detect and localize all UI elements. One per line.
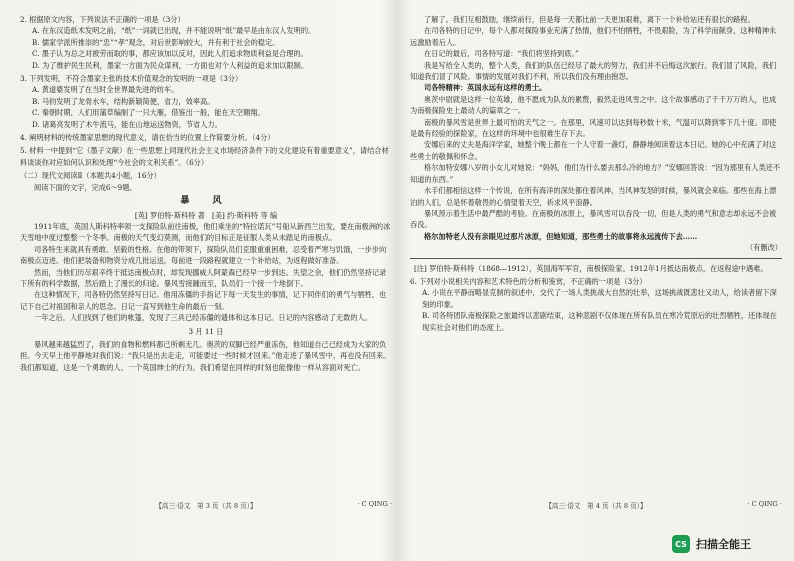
q2-option-c: C. 墨子认为总之对被劳而取的事，都应该加以反对，因此人们追求物质利益是合理的。 (32, 49, 308, 59)
q2-option-b: B. 儒家学派所推崇的“忠”“孝”观念，对后世影响较大，并有利于社会的稳定。 (32, 37, 280, 47)
reading-instruction: 阅读下面的文字，完成6～9题。 (34, 182, 137, 192)
q3-option-a: A. 黄道婆发明了在当时全世界最先进的纺车。 (32, 85, 179, 95)
scanner-logo-icon: CS (672, 535, 690, 553)
q5-stem: 5. 材料一中提到“它（墨子文献）在一些思想上同现代社会主义市场经济条件下的文化建设有着重要意义”，请结合材料谈谈你对应如何认识和处理“今社会的文利关系”。（6分） (20, 146, 389, 167)
story-paragraph: 了解了。我们互相鼓励，继续前行，但是每一天都比前一天更加艰难，离下一个补给站还有很长的路程。 (424, 15, 755, 24)
scanner-watermark (672, 531, 792, 557)
q3-option-c: C. 秦朝时期，人们用蒲草编制了一只大雁，借鉴出一般，能在天空翱翔。 (32, 108, 265, 118)
story-paragraph: 水手们都相信这样一个传说，在所有海洋的深处都住着风神。当风神发怒的时候，暴风就会来临。那些在海上漂泊的人们，总是怀着敬畏的心情望着天空，祈求风平浪静。 (410, 186, 777, 207)
story-paragraph: 司各特生来就具有勇敢、坚毅的性格。在他的带领下，探险队员们克服重重困难，忍受着严寒与饥饿，一步步向南极点迈进。他们把装备和物资分成几批运送，每前进一段路程就建立一个补给站，为返程做好准备。 (20, 244, 387, 266)
story-title: 暴 风 (180, 196, 232, 207)
source-note: （有删改） (746, 243, 782, 253)
right-page-number: 【高三·语文 第 4 页（共 8 页）】 (545, 502, 647, 510)
story-paragraph: 格尔加特老人没有亲眼见过那片冰原，但她知道，那些勇士的故事将永远流传下去…… (424, 231, 698, 241)
right-page (410, 14, 782, 502)
story-subheading: 司各特精神：英国永远有这样的勇士。 (424, 83, 547, 93)
story-paragraph: 暴风预示着生活中最严酷的考验。在南极的冰原上，暴风雪可以吞没一切，但是人类的勇气和意志却永远不会被吞没。 (410, 208, 777, 230)
q4-stem: 4. 阐明材料的传统墨家思想的现代意义，请在恰当的位置上作简要分析。（4分） (20, 133, 275, 143)
story-paragraph: 在这种情况下，司各特仍然坚持写日记。他用冻僵的手指记下每一天发生的事情，记下同伴们的勇气与牺牲，也记下自己对祖国和亲人的思念。日记一直写到他生命的最后一刻。 (20, 290, 387, 311)
q3-option-b: B. 马钧发明了龙骨水车，结构新颖简便，省力，效率高。 (32, 96, 215, 106)
story-paragraph: 奥茨中尉就是这样一位英雄，他不愿成为队友的累赘，毅然走进风雪之中。这个故事感动了千千万万的人，也成为南极探险史上最动人的篇章之一。 (410, 94, 777, 116)
q6-stem: 6. 下列对小说相关内容和艺术特色的分析和鉴赏，不正确的一项是（3分） (410, 276, 647, 286)
story-paragraph: 然而，当他们历尽艰辛终于抵达南极点时，却发现挪威人阿蒙森已经早一步到达。失望之余，他们仍然坚持记录下所有的科学数据，然后踏上了漫长的归途。暴风雪接踵而至，队员们一个接一个地倒下。 (20, 267, 387, 288)
q3-option-d: D. 诸葛亮发明了木牛流马，能在山地运送物资，节省人力。 (32, 119, 222, 129)
q3-stem: 3. 下列发明，不符合墨家主张的技术价值观念的发明的一项是（3分） (20, 74, 243, 84)
story-paragraph: 1911年底，英国人斯科特率领一支探险队前往南极，他们乘坐的“特拉诺瓦”号船从新西兰出发，要在南极洲的冰天雪地中度过整整一个冬季。南极的天气变幻莫测，而他们的目标正是征服人类从未踏足的南极点。 (20, 221, 391, 243)
left-page-number: 【高三·语文 第 3 页（共 8 页）】 (155, 502, 257, 510)
story-paragraph: 一年之后，人们找到了他们的帐篷，发现了三具已经冻僵的遗体和这本日记。日记的内容感动了无数的人。 (34, 313, 372, 323)
section-heading: （二）现代文阅读Ⅱ（本题共4小题，16分） (20, 171, 161, 181)
divider (410, 258, 782, 259)
right-footer-mark: · C QING · (747, 500, 782, 508)
q2-stem: 2. 根据原文内容，下列说法不正确的一项是（3分） (20, 15, 185, 24)
left-footer-mark: · C QING · (357, 500, 392, 508)
story-paragraph: 我是写给全人类的，整个人类，我们的队伍已经尽了最大的努力，我们并不后悔这次旅行。我们冒了风险，我们知道我们冒了风险。事情的发展对我们不利，所以我们没有理由抱怨。 (410, 60, 777, 82)
story-paragraph: 南极的暴风雪是世界上最可怕的天气之一。在那里，风速可以达到每秒数十米，气温可以降到零下几十度。即使是最有经验的探险家，在这样的环境中也很难生存下去。 (410, 117, 777, 139)
diary-date: 3 月 11 日 (188, 326, 224, 336)
q6-option-a: A. 小说在平静而略显克制的叙述中，交代了一场人类挑战大自然的壮举，这场挑战既悲壮又动人，给读者留下深刻的印象。 (422, 288, 777, 309)
watermark-text: 扫描全能王 (696, 538, 751, 551)
story-paragraph: 在司各特的日记中，每个人都对探险事业充满了热情，他们不怕牺牲，不畏艰险，为了科学而献身，这种精神永远激励着后人。 (410, 26, 777, 47)
story-byline: [英] 罗伯特·斯科特 著 [美] 约·斯科特 等 编 (134, 210, 278, 220)
story-paragraph: 格尔加特安娜八岁的小女儿对她说：“妈妈，他们为什么要去那么冷的地方？”安娜回答说：“因为那里有人类还不知道的东西。” (410, 163, 781, 184)
q2-option-d: D. 为了维护民生民利，墨家一方面为民众谋利，一方面也对个人利益的追求加以限制。 (32, 60, 309, 70)
footnote: [注] 罗伯特·斯科特（1868—1912），英国海军军官，南极探险家。1912年1月抵达南极点，在返程途中遇难。 (414, 263, 768, 273)
diary-entry: 暴风越来越猛烈了，我们的食物和燃料都已所剩无几。奥茨的双脚已经严重冻伤，他知道自己已经成为大家的负担。今天早上他平静地对我们说：“我只是出去走走，可能要过一些时候才回来。”他走进了暴风雪中，再也没有回来。我们都知道，这是一个勇敢的人、一个英国绅士的行为。我们希望在同样的时刻也能像他一样从容面对死亡。 (20, 339, 391, 372)
story-paragraph: 安娜后来的丈夫是海洋学家，她整个晚上都在一个人守着一盏灯，静静地阅读着这本日记。她的心中充满了对这些勇士的敬佩和怀念。 (410, 140, 777, 161)
q2-option-a: A. 在东汉造纸术发明之前，“纸”一词就已出现，并不能说明“纸”最早是由东汉人发明的。 (32, 26, 316, 36)
left-page (20, 14, 392, 502)
story-paragraph: 在日记的最后，司各特写道：“我们将坚持到底。” (424, 49, 579, 59)
q6-option-b: B. 司各特团队南极探险之旅最终以悲剧结束，这种悲剧不仅体现在所有队员在寒冷荒原后的壮烈牺牲，还体现在现实社会对他们的态度上。 (422, 311, 777, 332)
